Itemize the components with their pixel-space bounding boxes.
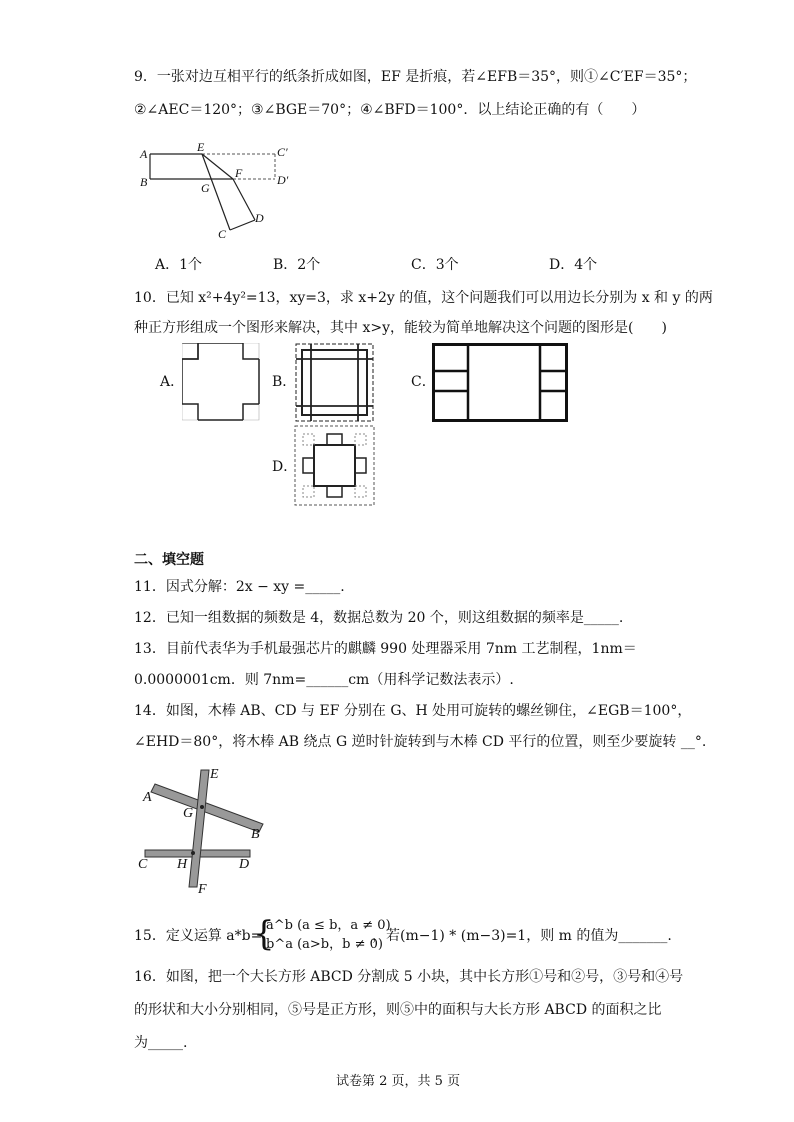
q10-option-c-label[interactable]: C． xyxy=(411,374,436,390)
q9-label-Dprime: D′ xyxy=(277,173,289,187)
q14-label-H: H xyxy=(177,857,188,872)
q13-line1: 13．目前代表华为手机最强芯片的麒麟 990 处理器采用 7nm 工艺制程，1nm＝ xyxy=(134,641,637,657)
q11-text: 11．因式分解：2x − xy =_____. xyxy=(134,579,345,595)
q9-label-B: B xyxy=(140,175,148,189)
q15-suffix: ，若(m−1) * (m−3)=1，则 m 的值为_______. xyxy=(372,928,672,944)
q9-label-G: G xyxy=(201,181,210,195)
q9-label-F: F xyxy=(235,166,243,180)
q16-line2: 的形状和大小分别相同，⑤号是正方形，则⑤中的面积与大长方形 ABCD 的面积之比 xyxy=(134,1002,662,1018)
q9-label-E: E xyxy=(197,140,205,154)
q12-text: 12．已知一组数据的频数是 4，数据总数为 20 个，则这组数据的频率是_____. xyxy=(134,610,624,626)
q14-label-D: D xyxy=(239,857,250,872)
q9-line2: ②∠AEC＝120°；③∠BGE＝70°；④∠BFD＝100°．以上结论正确的有（ ） xyxy=(134,102,646,118)
q15-brace: { xyxy=(253,914,275,954)
q15-prefix: 15．定义运算 a*b= xyxy=(134,928,263,944)
q10-option-c-figure[interactable] xyxy=(432,343,568,423)
q9-option-b[interactable]: B．2个 xyxy=(273,257,321,273)
q10-option-b-label[interactable]: B． xyxy=(272,374,297,390)
q14-label-A: A xyxy=(143,790,152,805)
q16-line3: 为_____. xyxy=(134,1035,188,1051)
q9-line1: 9．一张对边互相平行的纸条折成如图，EF 是折痕，若∠EFB＝35°，则①∠C′EF＝35°； xyxy=(134,69,697,85)
q10-option-a-figure[interactable] xyxy=(182,343,260,421)
q14-label-B: B xyxy=(251,827,260,842)
q15-case1: a^b (a ≤ b，a ≠ 0) xyxy=(266,918,391,933)
q10-option-b-figure[interactable] xyxy=(295,343,375,423)
q9-label-D: D xyxy=(255,211,264,225)
q14-label-G: G xyxy=(183,806,194,821)
q9-option-a[interactable]: A．1个 xyxy=(155,257,203,273)
q10-line1: 10．已知 x²+4y²=13，xy=3，求 x+2y 的值，这个问题我们可以用边长分别为 x 和 y 的两 xyxy=(134,290,713,306)
section-title: 二、填空题 xyxy=(134,552,204,568)
q13-line2: 0.0000001cm．则 7nm=______cm（用科学记数法表示）. xyxy=(134,672,514,688)
q9-label-A: A xyxy=(140,147,148,161)
q14-label-C: C xyxy=(138,857,148,872)
q9-label-C: C xyxy=(218,227,227,241)
q10-line2: 种正方形组成一个图形来解决，其中 x>y，能较为简单地解决这个问题的图形是( ) xyxy=(134,320,667,336)
q10-option-d-figure[interactable] xyxy=(294,425,376,507)
q16-line1: 16．如图，把一个大长方形 ABCD 分割成 5 小块，其中长方形①号和②号，③号和④号 xyxy=(134,969,684,985)
page-footer: 试卷第 2 页，共 5 页 xyxy=(336,1074,461,1089)
q9-label-Cprime: C′ xyxy=(277,145,288,159)
q9-option-c[interactable]: C．3个 xyxy=(411,257,459,273)
q10-option-d-label[interactable]: D． xyxy=(272,459,298,475)
q14-line2: ∠EHD＝80°，将木棒 AB 绕点 G 逆时针旋转到与木棒 CD 平行的位置，则至少要旋转 __°. xyxy=(134,734,707,750)
q14-line1: 14．如图，木棒 AB、CD 与 EF 分别在 G、H 处用可旋转的螺丝铆住，∠EGB＝100°， xyxy=(134,703,692,719)
q15-case2: b^a (a>b，b ≠ 0) xyxy=(266,937,383,952)
q14-label-F: F xyxy=(198,882,207,897)
q14-label-E: E xyxy=(210,767,219,782)
q10-option-a-label[interactable]: A． xyxy=(160,374,185,390)
q9-option-d[interactable]: D．4个 xyxy=(549,257,598,273)
